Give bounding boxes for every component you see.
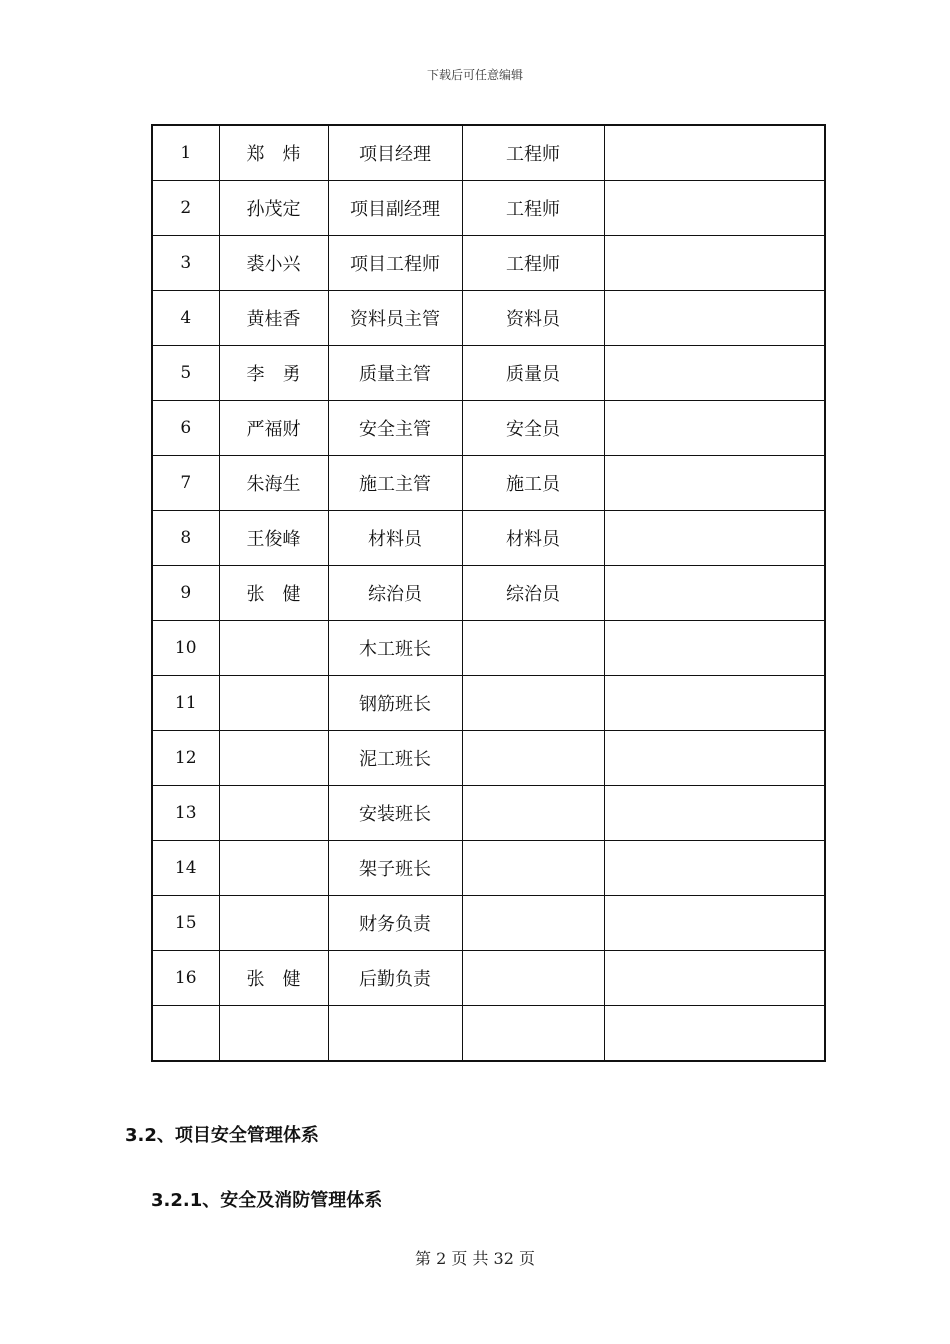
cell-remark [604,621,825,676]
cell-remark [604,1006,825,1062]
cell-position: 资料员主管 [328,291,462,346]
page-footer: 第 2 页 共 32 页 [415,1249,535,1268]
cell-name [219,676,328,731]
cell-title: 安全员 [462,401,604,456]
cell-name: 严福财 [219,401,328,456]
cell-remark [604,125,825,181]
cell-position: 综治员 [328,566,462,621]
table-row [152,181,825,236]
cell-remark [604,951,825,1006]
table-row [152,511,825,566]
cell-number: 10 [152,621,219,676]
cell-number: 11 [152,676,219,731]
table-row [152,291,825,346]
table-row [152,621,825,676]
cell-remark [604,566,825,621]
cell-position: 材料员 [328,511,462,566]
cell-number: 7 [152,456,219,511]
cell-name: 李 勇 [219,346,328,401]
cell-remark [604,346,825,401]
cell-remark [604,786,825,841]
table-row [152,125,825,181]
section-heading-3-2-1: 3.2.1、安全及消防管理体系 [151,1190,383,1211]
cell-number: 2 [152,181,219,236]
cell-position: 质量主管 [328,346,462,401]
cell-title [462,1006,604,1062]
cell-number: 16 [152,951,219,1006]
cell-name: 王俊峰 [219,511,328,566]
cell-position: 项目工程师 [328,236,462,291]
cell-title: 工程师 [462,236,604,291]
cell-title: 工程师 [462,125,604,181]
table-row [152,236,825,291]
table-row [152,951,825,1006]
cell-name: 张 健 [219,566,328,621]
cell-position: 泥工班长 [328,731,462,786]
cell-name [219,896,328,951]
cell-title: 材料员 [462,511,604,566]
cell-name: 张 健 [219,951,328,1006]
cell-position: 施工主管 [328,456,462,511]
cell-number: 4 [152,291,219,346]
cell-remark [604,456,825,511]
cell-remark [604,291,825,346]
cell-number: 3 [152,236,219,291]
cell-position [328,1006,462,1062]
cell-number: 5 [152,346,219,401]
table-row [152,896,825,951]
cell-remark [604,676,825,731]
table-row [152,841,825,896]
cell-position: 安装班长 [328,786,462,841]
table-row [152,676,825,731]
cell-position: 木工班长 [328,621,462,676]
cell-remark [604,236,825,291]
cell-title [462,731,604,786]
cell-name [219,786,328,841]
cell-name: 朱海生 [219,456,328,511]
cell-title [462,676,604,731]
cell-title: 施工员 [462,456,604,511]
cell-name [219,621,328,676]
cell-title: 资料员 [462,291,604,346]
cell-number: 8 [152,511,219,566]
cell-name: 郑 炜 [219,125,328,181]
staff-table [151,124,826,1062]
cell-number: 12 [152,731,219,786]
cell-title [462,841,604,896]
cell-number: 6 [152,401,219,456]
staff-table-body [152,125,825,1061]
cell-title [462,786,604,841]
cell-remark [604,841,825,896]
cell-number: 14 [152,841,219,896]
cell-position: 项目副经理 [328,181,462,236]
cell-name [219,1006,328,1062]
cell-number: 9 [152,566,219,621]
cell-remark [604,896,825,951]
cell-position: 架子班长 [328,841,462,896]
cell-position: 钢筋班长 [328,676,462,731]
cell-name: 裘小兴 [219,236,328,291]
cell-title [462,951,604,1006]
cell-title: 质量员 [462,346,604,401]
cell-position: 财务负责 [328,896,462,951]
cell-title: 综治员 [462,566,604,621]
table-row [152,786,825,841]
cell-number: 1 [152,125,219,181]
table-row [152,401,825,456]
cell-number [152,1006,219,1062]
cell-remark [604,401,825,456]
table-row [152,1006,825,1062]
cell-number: 15 [152,896,219,951]
cell-remark [604,181,825,236]
cell-remark [604,511,825,566]
page-header: 下载后可任意编辑 [426,68,523,82]
cell-name [219,731,328,786]
table-row [152,731,825,786]
cell-remark [604,731,825,786]
table-row [152,346,825,401]
table-row [152,456,825,511]
section-heading-3-2: 3.2、项目安全管理体系 [125,1125,319,1146]
cell-position: 项目经理 [328,125,462,181]
table-row [152,566,825,621]
cell-position: 安全主管 [328,401,462,456]
cell-title [462,621,604,676]
cell-title: 工程师 [462,181,604,236]
cell-name [219,841,328,896]
cell-title [462,896,604,951]
cell-name: 黄桂香 [219,291,328,346]
cell-position: 后勤负责 [328,951,462,1006]
cell-name: 孙茂定 [219,181,328,236]
cell-number: 13 [152,786,219,841]
